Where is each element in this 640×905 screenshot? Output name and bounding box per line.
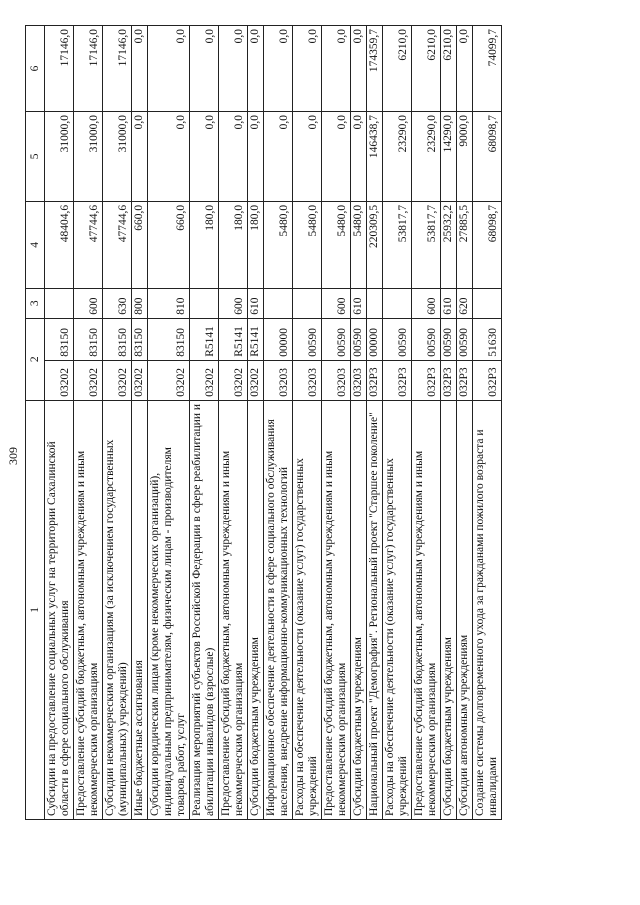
target-article-code-cell: 032P3 [441, 360, 457, 400]
target-article-code-cell: 03202 [248, 360, 264, 400]
amount-col-6-cell: 0,0 [132, 26, 148, 112]
row-name-cell: Субсидии бюджетным учреждениям [441, 400, 457, 819]
direction-code-cell: 00590 [322, 318, 351, 360]
target-article-code-cell: 032P3 [473, 360, 502, 400]
target-article-code-cell: 032P3 [383, 360, 412, 400]
expense-type-cell: 630 [103, 288, 132, 318]
amount-col-6-cell: 0,0 [190, 26, 219, 112]
target-article-code-cell: 03202 [74, 360, 103, 400]
expense-type-cell [190, 288, 219, 318]
expense-type-cell: 600 [74, 288, 103, 318]
header-col-2: 2 [26, 318, 45, 400]
amount-col-4-cell: 53817,7 [383, 201, 412, 288]
expense-type-cell: 600 [219, 288, 248, 318]
header-col-4: 4 [26, 201, 45, 288]
row-name-cell: Иные бюджетные ассигнования [132, 400, 148, 819]
row-name-cell: Информационное обеспечение деятельности в сфере социального обслуживания населения, внедрение информационно-коммуникационных технологий [264, 400, 293, 819]
amount-col-6-cell: 0,0 [248, 26, 264, 112]
header-col-5: 5 [26, 111, 45, 201]
row-name-cell: Предоставление субсидий бюджетным, автономным учреждениям и иным некоммерческим организациям [74, 400, 103, 819]
header-col-6: 6 [26, 26, 45, 112]
direction-code-cell: R5141 [190, 318, 219, 360]
table-row [367, 26, 383, 820]
direction-code-cell: 00000 [264, 318, 293, 360]
expense-type-cell: 800 [132, 288, 148, 318]
amount-col-5-cell: 14290,0 [441, 111, 457, 201]
expense-type-cell [367, 288, 383, 318]
amount-col-6-cell: 0,0 [322, 26, 351, 112]
expense-type-cell: 620 [457, 288, 473, 318]
amount-col-5-cell: 23290,0 [383, 111, 412, 201]
amount-col-6-cell: 6210,0 [383, 26, 412, 112]
amount-col-5-cell: 31000,0 [74, 111, 103, 201]
expense-type-cell [264, 288, 293, 318]
target-article-code-cell: 03203 [322, 360, 351, 400]
expense-type-cell [383, 288, 412, 318]
amount-col-4-cell: 5480,0 [351, 201, 367, 288]
table-row [264, 26, 293, 820]
amount-col-5-cell: 0,0 [293, 111, 322, 201]
table-body [45, 26, 502, 820]
expense-type-cell [293, 288, 322, 318]
table-row [322, 26, 351, 820]
direction-code-cell: 00590 [457, 318, 473, 360]
target-article-code-cell: 032P3 [412, 360, 441, 400]
expense-type-cell: 810 [148, 288, 190, 318]
table-row [473, 26, 502, 820]
amount-col-5-cell: 31000,0 [103, 111, 132, 201]
header-col-1: 1 [26, 400, 45, 819]
amount-col-6-cell: 6210,0 [412, 26, 441, 112]
row-name-cell: Расходы на обеспечение деятельности (оказание услуг) государственных учреждений [383, 400, 412, 819]
amount-col-4-cell: 180,0 [219, 201, 248, 288]
page-number: 309 [6, 447, 20, 465]
header-col-3: 3 [26, 288, 45, 318]
amount-col-6-cell: 174359,7 [367, 26, 383, 112]
row-name-cell: Субсидии бюджетным учреждениям [351, 400, 367, 819]
amount-col-5-cell: 23290,0 [412, 111, 441, 201]
amount-col-6-cell: 74099,7 [473, 26, 502, 112]
expense-type-cell: 610 [441, 288, 457, 318]
direction-code-cell: 83150 [103, 318, 132, 360]
target-article-code-cell: 03202 [103, 360, 132, 400]
expense-type-cell: 600 [412, 288, 441, 318]
amount-col-5-cell: 68098,7 [473, 111, 502, 201]
row-name-cell: Субсидии на предоставление социальных услуг на территории Сахалинской области в сфере социального обслуживания [45, 400, 74, 819]
amount-col-5-cell: 9000,0 [457, 111, 473, 201]
table-row [103, 26, 132, 820]
target-article-code-cell: 03203 [264, 360, 293, 400]
amount-col-4-cell: 47744,6 [74, 201, 103, 288]
amount-col-4-cell: 47744,6 [103, 201, 132, 288]
amount-col-4-cell: 5480,0 [322, 201, 351, 288]
expense-type-cell: 610 [248, 288, 264, 318]
target-article-code-cell: 032P3 [367, 360, 383, 400]
row-name-cell: Предоставление субсидий бюджетным, автономным учреждениям и иным некоммерческим организациям [322, 400, 351, 819]
direction-code-cell: 83150 [148, 318, 190, 360]
row-name-cell: Национальный проект "Демография". Региональный проект "Старшее поколение" [367, 400, 383, 819]
table-row [132, 26, 148, 820]
table-header-row [26, 26, 45, 820]
row-name-cell: Создание системы долговременного ухода за гражданами пожилого возраста и инвалидами [473, 400, 502, 819]
amount-col-4-cell: 27885,5 [457, 201, 473, 288]
target-article-code-cell: 032P3 [457, 360, 473, 400]
table-row [441, 26, 457, 820]
amount-col-6-cell: 0,0 [148, 26, 190, 112]
direction-code-cell: 00590 [293, 318, 322, 360]
table-row [457, 26, 473, 820]
amount-col-6-cell: 0,0 [264, 26, 293, 112]
expense-type-cell: 610 [351, 288, 367, 318]
amount-col-6-cell: 6210,0 [441, 26, 457, 112]
amount-col-4-cell: 660,0 [148, 201, 190, 288]
amount-col-5-cell: 0,0 [248, 111, 264, 201]
row-name-cell: Предоставление субсидий бюджетным, автономным учреждениям и иным некоммерческим организациям [219, 400, 248, 819]
direction-code-cell: R5141 [219, 318, 248, 360]
amount-col-5-cell: 146438,7 [367, 111, 383, 201]
amount-col-5-cell: 0,0 [351, 111, 367, 201]
direction-code-cell: 51630 [473, 318, 502, 360]
row-name-cell: Субсидии юридическим лицам (кроме некоммерческих организаций), индивидуальным предпринимателям, физическим лицам - производителям товаров, работ, услуг [148, 400, 190, 819]
budget-table [25, 25, 502, 820]
table-row [351, 26, 367, 820]
amount-col-6-cell: 0,0 [457, 26, 473, 112]
target-article-code-cell: 03203 [293, 360, 322, 400]
amount-col-4-cell: 5480,0 [293, 201, 322, 288]
table-row [293, 26, 322, 820]
direction-code-cell: R5141 [248, 318, 264, 360]
table-row [219, 26, 248, 820]
direction-code-cell: 83150 [74, 318, 103, 360]
target-article-code-cell: 03202 [132, 360, 148, 400]
amount-col-4-cell: 68098,7 [473, 201, 502, 288]
amount-col-6-cell: 0,0 [351, 26, 367, 112]
direction-code-cell: 00590 [351, 318, 367, 360]
row-name-cell: Субсидии автономным учреждениям [457, 400, 473, 819]
table-row [45, 26, 74, 820]
amount-col-4-cell: 5480,0 [264, 201, 293, 288]
target-article-code-cell: 03202 [148, 360, 190, 400]
row-name-cell: Предоставление субсидий бюджетным, автономным учреждениям и иным некоммерческим организациям [412, 400, 441, 819]
row-name-cell: Реализация мероприятий субъектов Российской Федерации в сфере реабилитации и абилитации инвалидов (взрослые) [190, 400, 219, 819]
direction-code-cell: 00590 [412, 318, 441, 360]
amount-col-4-cell: 220309,5 [367, 201, 383, 288]
amount-col-5-cell: 0,0 [148, 111, 190, 201]
target-article-code-cell: 03203 [351, 360, 367, 400]
amount-col-6-cell: 0,0 [219, 26, 248, 112]
expense-type-cell [473, 288, 502, 318]
amount-col-4-cell: 25932,2 [441, 201, 457, 288]
table-row [383, 26, 412, 820]
row-name-cell: Расходы на обеспечение деятельности (оказание услуг) государственных учреждений [293, 400, 322, 819]
row-name-cell: Субсидии бюджетным учреждениям [248, 400, 264, 819]
target-article-code-cell: 03202 [219, 360, 248, 400]
amount-col-5-cell: 0,0 [264, 111, 293, 201]
direction-code-cell: 00590 [383, 318, 412, 360]
direction-code-cell: 83150 [45, 318, 74, 360]
target-article-code-cell: 03202 [45, 360, 74, 400]
table-row [190, 26, 219, 820]
expense-type-cell [45, 288, 74, 318]
amount-col-5-cell: 0,0 [190, 111, 219, 201]
amount-col-4-cell: 48404,6 [45, 201, 74, 288]
amount-col-5-cell: 0,0 [322, 111, 351, 201]
direction-code-cell: 00590 [441, 318, 457, 360]
amount-col-4-cell: 180,0 [190, 201, 219, 288]
table-row [74, 26, 103, 820]
amount-col-5-cell: 0,0 [132, 111, 148, 201]
table-row [148, 26, 190, 820]
amount-col-4-cell: 660,0 [132, 201, 148, 288]
amount-col-5-cell: 31000,0 [45, 111, 74, 201]
amount-col-6-cell: 17146,0 [74, 26, 103, 112]
row-name-cell: Субсидии некоммерческим организациям (за исключением государственных (муниципальных) учреждений) [103, 400, 132, 819]
direction-code-cell: 83150 [132, 318, 148, 360]
expense-type-cell: 600 [322, 288, 351, 318]
table-row [248, 26, 264, 820]
table-row [412, 26, 441, 820]
direction-code-cell: 00000 [367, 318, 383, 360]
target-article-code-cell: 03202 [190, 360, 219, 400]
amount-col-4-cell: 53817,7 [412, 201, 441, 288]
amount-col-6-cell: 17146,0 [45, 26, 74, 112]
amount-col-5-cell: 0,0 [219, 111, 248, 201]
amount-col-6-cell: 17146,0 [103, 26, 132, 112]
amount-col-4-cell: 180,0 [248, 201, 264, 288]
amount-col-6-cell: 0,0 [293, 26, 322, 112]
